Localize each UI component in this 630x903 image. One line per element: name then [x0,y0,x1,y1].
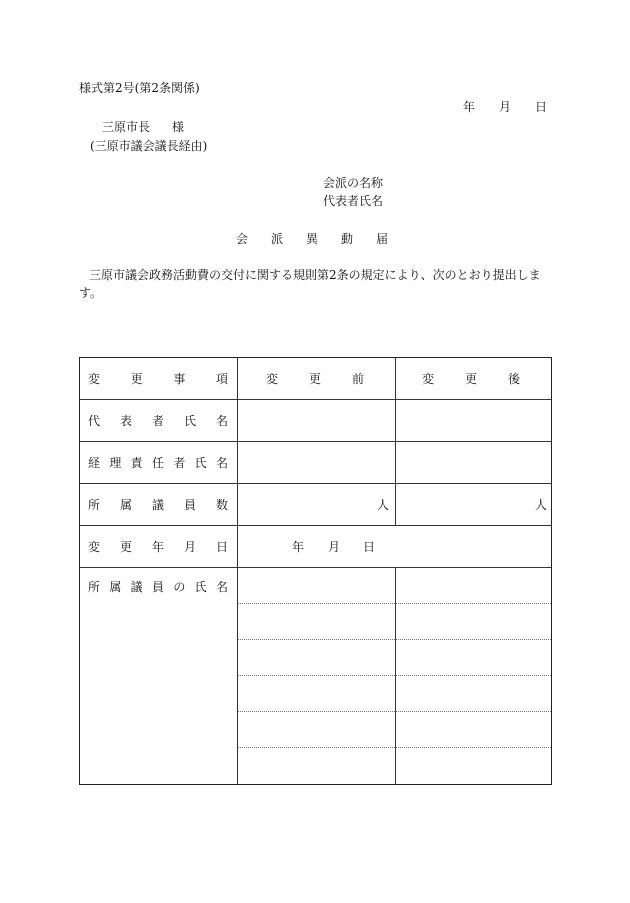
document-title [236,232,388,246]
char: 年 [151,540,164,554]
member-count-after-unit: 人 [535,498,548,512]
row-label-representative [88,414,228,428]
char: 所 [88,580,101,594]
char: 更 [464,372,477,386]
title-chars [236,232,388,246]
date-month-label: 月 [498,100,511,114]
char: 議 [151,498,164,512]
date-year-label: 年 [463,100,476,114]
row-label-member-names [88,580,228,594]
char: 氏 [194,580,207,594]
char: 経 [88,456,101,470]
row-label-member-count [88,498,228,512]
addressee-honorific: 様 [172,120,185,134]
char: 任 [151,456,164,470]
char: 変 [422,372,435,386]
char: 代 [88,414,101,428]
faction-name-label: 会派の名称 [323,176,384,190]
char: 前 [351,372,364,386]
representative-before-field[interactable] [238,400,395,441]
char: 属 [109,580,122,594]
header-item [88,372,228,386]
char: の [173,580,186,594]
char: 数 [215,498,228,512]
char: 氏 [194,456,207,470]
char: 項 [215,372,228,386]
char: 員 [183,498,196,512]
change-date-year: 年 [292,540,305,554]
header-before [266,372,364,386]
char: 更 [308,372,321,386]
char: 表 [119,414,132,428]
title-char: 動 [340,232,353,246]
char: 名 [215,414,228,428]
header-after [422,372,520,386]
char: 名 [215,580,228,594]
char: 責 [130,456,143,470]
member-count-before-unit: 人 [377,498,390,512]
accountant-after-field[interactable] [396,442,551,483]
title-char: 異 [305,232,318,246]
row-label-change-date [88,540,228,554]
title-char: 派 [270,232,283,246]
date-line [463,100,547,114]
char: 者 [173,456,186,470]
char: 議 [130,580,143,594]
char: 後 [507,372,520,386]
char: 更 [130,372,143,386]
char: 変 [88,540,101,554]
change-date-day: 日 [363,540,376,554]
title-char: 会 [236,232,249,246]
char: 変 [266,372,279,386]
body-text-line2: す。 [79,286,103,300]
char: 日 [215,540,228,554]
char: 更 [119,540,132,554]
row-label-accountant [88,456,228,470]
date-day-label: 日 [534,100,547,114]
char: 員 [151,580,164,594]
addressee-via: (三原市議会議長経由) [90,139,208,153]
title-char: 届 [375,232,388,246]
char: 氏 [183,414,196,428]
representative-after-field[interactable] [396,400,551,441]
change-form-table [79,357,552,785]
char: 名 [215,456,228,470]
char: 属 [119,498,132,512]
char: 変 [88,372,101,386]
representative-label: 代表者氏名 [323,194,384,208]
form-number: 様式第2号(第2条関係) [79,81,200,95]
char: 月 [183,540,196,554]
char: 所 [88,498,101,512]
accountant-before-field[interactable] [238,442,395,483]
addressee-name: 三原市長 [102,120,151,134]
char: 理 [109,456,122,470]
change-date-month: 月 [328,540,341,554]
body-text-line1: 三原市議会政務活動費の交付に関する規則第2条の規定により、次のとおり提出しま [89,268,541,282]
char: 者 [151,414,164,428]
char: 事 [173,372,186,386]
